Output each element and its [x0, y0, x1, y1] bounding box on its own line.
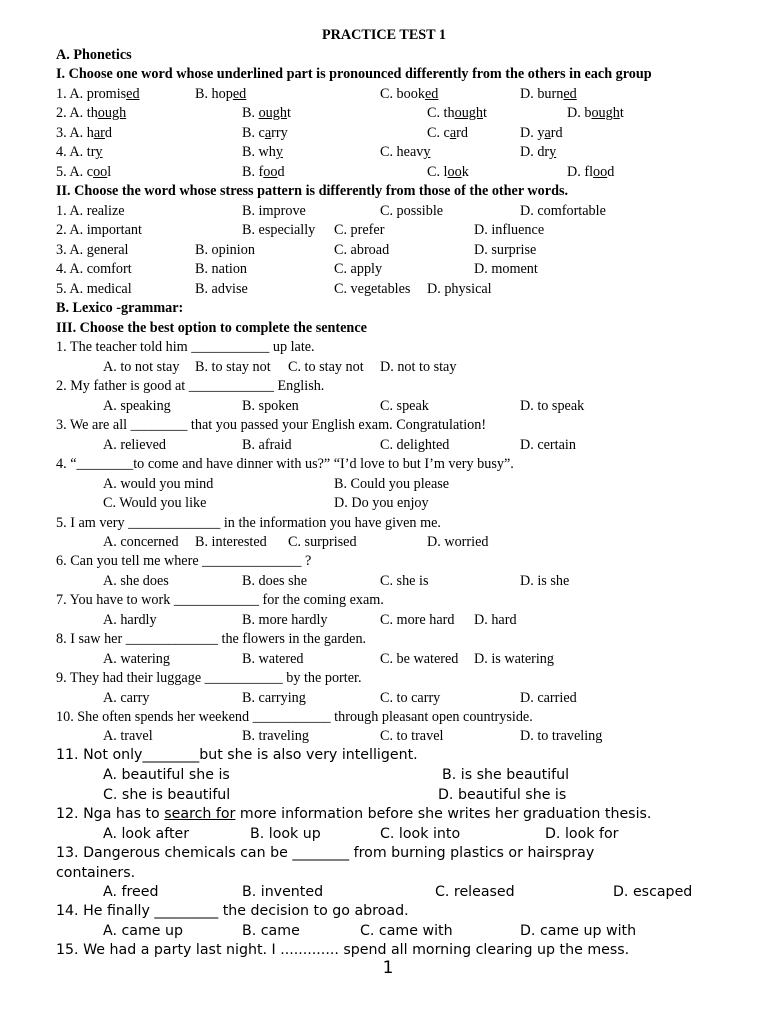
part3-question-6 [0, 552, 768, 571]
option-d: D. is she [520, 573, 570, 589]
part2-heading-row [0, 182, 768, 201]
option-b: B. watered [242, 651, 304, 667]
section-a-heading-row [0, 46, 768, 65]
part1-question-2 [0, 104, 768, 123]
option-d: D. burned [520, 86, 577, 102]
section-b-heading-row [0, 299, 768, 318]
part3-question-9 [0, 669, 768, 688]
option-c: C. to stay not [288, 359, 364, 375]
option-a: A. would you mind [103, 476, 214, 492]
option-b: B. improve [242, 203, 306, 219]
option-a: A. speaking [103, 398, 171, 414]
option-a: 1. A. promised [56, 86, 140, 102]
page-number: 1 [382, 958, 394, 978]
option-c: C. heavy [380, 144, 431, 160]
option-b: B. does she [242, 573, 308, 589]
option-a: 3. A. general [56, 242, 129, 258]
option-a: A. travel [103, 728, 153, 744]
option-d: D. carried [520, 690, 577, 706]
part1-question-1 [0, 85, 768, 104]
option-a: A. concerned [103, 534, 179, 550]
part3-question-5-options [0, 533, 768, 552]
option-c: C. vegetables [334, 281, 411, 297]
option-c: C. look [427, 164, 469, 180]
option-c: C. possible [380, 203, 444, 219]
question-text: 11. Not only________but she is also very intelligent. [56, 747, 418, 763]
option-b: B. carrying [242, 690, 306, 706]
part1-heading-row [0, 65, 768, 84]
option-b: B. hoped [195, 86, 247, 102]
option-d: D. dry [520, 144, 557, 160]
part3-question-9-options [0, 689, 768, 708]
option-d: D. escaped [613, 884, 693, 900]
option-b: B. advise [195, 281, 248, 297]
question-text: 13. Dangerous chemicals can be ________ from burning plastics or hairspray [56, 845, 595, 861]
option-d: D. hard [474, 612, 517, 628]
option-b: B. ought [242, 105, 291, 121]
option-c: C. surprised [288, 534, 357, 550]
option-b: B. came [242, 923, 300, 939]
question-text: 9. They had their luggage ___________ by the porter. [56, 670, 362, 686]
part2-question-4 [0, 260, 768, 279]
option-b: B. interested [195, 534, 267, 550]
part3-heading: III. Choose the best option to complete the sentence [56, 320, 367, 336]
part3-question-5 [0, 514, 768, 533]
section-b-heading: B. Lexico -grammar: [56, 300, 184, 316]
option-b: B. opinion [195, 242, 255, 258]
option-d: D. certain [520, 437, 576, 453]
option-c: C. she is beautiful [103, 787, 231, 803]
option-a: A. beautiful she is [103, 767, 230, 783]
option-c: C. to carry [380, 690, 441, 706]
option-d: D. yard [520, 125, 563, 141]
option-a: A. relieved [103, 437, 167, 453]
part3-question-13-continued [0, 864, 768, 883]
option-d: D. surprise [474, 242, 537, 258]
option-b: B. especially [242, 222, 316, 238]
part3-question-12-options [0, 825, 768, 844]
option-c: C. abroad [334, 242, 390, 258]
question-text: 2. My father is good at ____________ English. [56, 378, 325, 394]
part3-question-11-options-cd [0, 786, 768, 805]
option-c: C. apply [334, 261, 383, 277]
part2-question-5 [0, 280, 768, 299]
part3-question-4-options-ab [0, 475, 768, 494]
question-text: 3. We are all ________ that you passed your English exam. Congratulation! [56, 417, 487, 433]
option-a: A. carry [103, 690, 150, 706]
option-a: 2. A. important [56, 222, 142, 238]
option-c: C. delighted [380, 437, 450, 453]
part3-heading-row [0, 319, 768, 338]
part3-question-10-options [0, 727, 768, 746]
part3-question-7 [0, 591, 768, 610]
option-d: D. moment [474, 261, 538, 277]
option-c: C. prefer [334, 222, 385, 238]
part3-question-10 [0, 708, 768, 727]
section-a-heading: A. Phonetics [56, 47, 132, 63]
option-c: C. be watered [380, 651, 459, 667]
option-b: B. carry [242, 125, 288, 141]
option-d: D. came up with [520, 923, 637, 939]
part3-question-2-options [0, 397, 768, 416]
option-a: A. look after [103, 826, 190, 842]
question-text: 8. I saw her _____________ the flowers in the garden. [56, 631, 367, 647]
option-c: C. booked [380, 86, 439, 102]
option-d: D. bought [567, 105, 624, 121]
question-text: 12. Nga has to search for more information before she writes her graduation thesis. [56, 806, 652, 822]
part3-question-3 [0, 416, 768, 435]
part3-question-7-options [0, 611, 768, 630]
option-d: D. beautiful she is [438, 787, 567, 803]
question-text-continued: containers. [56, 865, 136, 881]
option-a: A. freed [103, 884, 159, 900]
option-b: B. to stay not [195, 359, 271, 375]
question-text: 6. Can you tell me where ______________ ? [56, 553, 312, 569]
option-c: C. more hard [380, 612, 455, 628]
part3-question-1-options [0, 358, 768, 377]
option-d: D. physical [427, 281, 492, 297]
option-a: A. she does [103, 573, 169, 589]
option-a: 4. A. try [56, 144, 103, 160]
option-b: B. traveling [242, 728, 309, 744]
option-d: D. worried [427, 534, 489, 550]
option-a: A. hardly [103, 612, 157, 628]
part3-question-11-options-ab [0, 766, 768, 785]
part3-question-12 [0, 805, 768, 824]
option-c: C. card [427, 125, 468, 141]
option-b: B. Could you please [334, 476, 450, 492]
part3-question-1 [0, 338, 768, 357]
part3-question-8 [0, 630, 768, 649]
option-b: B. look up [250, 826, 321, 842]
option-d: D. influence [474, 222, 545, 238]
question-text: 4. “________to come and have dinner with us?” “I’d love to but I’m very busy”. [56, 456, 514, 472]
option-b: B. why [242, 144, 283, 160]
option-b: B. afraid [242, 437, 292, 453]
option-d: D. comfortable [520, 203, 606, 219]
option-a: 5. A. cool [56, 164, 112, 180]
option-c: C. she is [380, 573, 429, 589]
question-text: 1. The teacher told him ___________ up late. [56, 339, 315, 355]
part3-question-2 [0, 377, 768, 396]
option-c: C. released [435, 884, 515, 900]
option-d: D. to traveling [520, 728, 603, 744]
option-c: C. came with [360, 923, 453, 939]
option-c: C. look into [380, 826, 461, 842]
option-d: D. not to stay [380, 359, 457, 375]
option-b: B. food [242, 164, 285, 180]
part3-question-4-options-cd [0, 494, 768, 513]
option-d: D. flood [567, 164, 615, 180]
part1-question-4 [0, 143, 768, 162]
part3-question-8-options [0, 650, 768, 669]
option-a: 1. A. realize [56, 203, 125, 219]
option-a: A. to not stay [103, 359, 180, 375]
part1-heading: I. Choose one word whose underlined part is pronounced differently from the others in each group [56, 66, 652, 82]
part3-question-6-options [0, 572, 768, 591]
part3-question-14 [0, 902, 768, 921]
option-d: D. look for [545, 826, 619, 842]
option-c: C. to travel [380, 728, 444, 744]
question-text: 7. You have to work ____________ for the coming exam. [56, 592, 384, 608]
part3-question-3-options [0, 436, 768, 455]
option-c: C. thought [427, 105, 487, 121]
option-c: C. Would you like [103, 495, 207, 511]
option-a: 3. A. hard [56, 125, 112, 141]
option-b: B. is she beautiful [442, 767, 570, 783]
page-title: PRACTICE TEST 1 [321, 27, 447, 43]
part2-question-1 [0, 202, 768, 221]
part3-question-14-options [0, 922, 768, 941]
part2-question-2 [0, 221, 768, 240]
option-d: D. Do you enjoy [334, 495, 429, 511]
option-c: C. speak [380, 398, 429, 414]
part2-question-3 [0, 241, 768, 260]
question-text: 14. He finally _________ the decision to go abroad. [56, 903, 409, 919]
option-a: A. watering [103, 651, 170, 667]
question-text: 10. She often spends her weekend ___________ through pleasant open countryside. [56, 709, 533, 725]
part3-question-13 [0, 844, 768, 863]
part3-question-4 [0, 455, 768, 474]
option-d: D. is watering [474, 651, 554, 667]
option-d: D. to speak [520, 398, 585, 414]
option-a: 2. A. though [56, 105, 127, 121]
question-text: 15. We had a party last night. I ............. spend all morning clearing up the mess. [56, 942, 630, 958]
option-a: 5. A. medical [56, 281, 132, 297]
option-b: B. invented [242, 884, 324, 900]
part1-question-5 [0, 163, 768, 182]
underlined-phrase: search for [164, 806, 236, 822]
page-title-row [0, 26, 768, 45]
part2-heading: II. Choose the word whose stress pattern is differently from those of the other words. [56, 183, 569, 199]
part3-question-11 [0, 746, 768, 765]
option-b: B. more hardly [242, 612, 328, 628]
option-b: B. spoken [242, 398, 299, 414]
part1-question-3 [0, 124, 768, 143]
option-a: A. came up [103, 923, 184, 939]
part3-question-13-options [0, 883, 768, 902]
option-a: 4. A. comfort [56, 261, 132, 277]
question-text: 5. I am very _____________ in the information you have given me. [56, 515, 441, 531]
option-b: B. nation [195, 261, 248, 277]
